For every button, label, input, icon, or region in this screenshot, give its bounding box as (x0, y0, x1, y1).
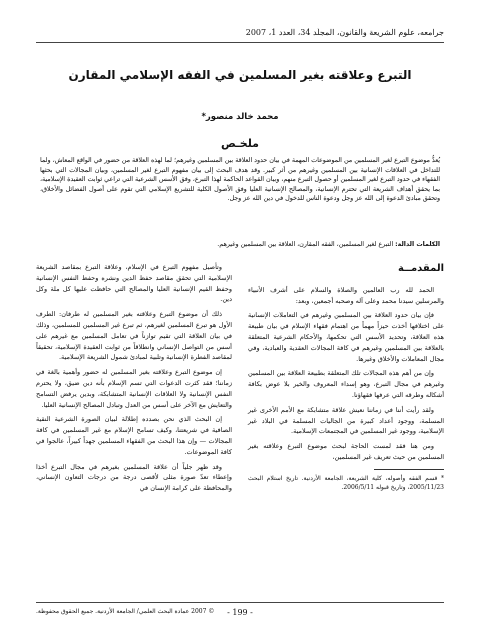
author-name: محمد خالد منصور* (201, 112, 279, 122)
body-paragraph: فإن بيان حدود العلاقة بين المسلمين وغيرهم في التعاملات الإنسانية على اختلافها أخذت حيزاً مهماً من اهتمام فقهاء الإسلام في بيان طبيعة هذه العلاقة، وتحديد الأسس التي تحكمها، والأحكام الشرعية المتعلقة بالعلاقة بين المسلمين وغيرهم في كافة المجالات العقدية والعبادية، وفي مجال المعاملات والأخلاق وغيرها. (248, 311, 444, 363)
keywords-text: التبرع لغير المسلمين، الفقه المقارن، العلاقة بين المسلمين وغيرهم. (217, 241, 394, 248)
body-paragraph: إن البحث الذي نحن بصدده إطلالة لبيان الصورة الشرعية النقية الصافية في شريعتنا، وكيف تسامح الإسلام مع غير المسلمين في كافة المجالات — وإن هذا البحث من الفقهاء المسلمين جهداً كبيراً، عالجوا في كافة الموضوعات. (36, 415, 232, 456)
body-paragraph: إن موضوع التبرع وعلاقته بغير المسلمين له حضور وأهمية بالغة في زماننا؛ فقد كثرت الدعوات التي تسم الإسلام بأنه دين ضيق، ولا يحترم النفس الإنسانية ولا العلاقات الإنسانية المتشابكة، وبدين يرفض التسامح والتعايش مع الآخر على أسس من العدل وتبادل المصالح الإنسانية العليا. (36, 368, 232, 409)
body-paragraph: وقد ظهر جلياً أن علاقة المسلمين بغيرهم في مجال التبرع أخذا وإعطاء تعدّ صورة مثلى لأقصى درجة من درجات التعاون الإنساني، والمحافظة على كرامة الإنسان في (36, 462, 232, 493)
footnote: * قسم الفقه وأصوله، كلية الشريعة، الجامعة الأردنية. تاريخ استلام البحث 2005/11/23، وتاريخ قبوله 2006/5/11. (248, 474, 444, 491)
keywords-line (40, 240, 440, 249)
body-paragraph: ومن هنا فقد لمست الحاجة لبحث موضوع التبرع وعلاقته بغير المسلمين من حيث تعريف غير المسلمين، (248, 442, 444, 461)
page-number: - 199 - (227, 608, 253, 617)
paper-title: التبرع وعلاقته بغير المسلمين في الفقه الإسلامي المقارن (68, 68, 412, 82)
footnote-rule (374, 469, 444, 470)
footer-rule (36, 602, 444, 603)
abstract-text: يُعدُّ موضوع التبرع لغير المسلمين من الموضوعات المهمة في بيان حدود العلاقة بين المسلمين وغيرهم؛ لما لهذه العلاقة من حضور في الواقع المعاش، ولما للتداخل في العلاقات الإنسانية بين المسلمين وغيرهم من أثر كبير. وقد هدف البحث إلى بيان مفهوم التبرع لغير المسلمين، وبيان المجالات التي بحثها الفقهاء في حدود التبرع لغير المسلمين أو حصول التبرع منهم، وبيان القواعد الحاكمة لهذا التبرع، وفق الأسس الشرعية التي تراعي ثوابت العقيدة الإسلامية، بما يحقق أهداف الشريعة التي تحترم الإنسانية، والمصالح الإنسانية العليا وفق الأصول الكلية للتشريع الإسلامي التي تقوم على أصول الفضائل والأخلاق، وتحقق مبادئ الدعوة إلى الله عز وجل ودعوة الناس للدخول في دين الله عز وجل. (40, 157, 440, 202)
introduction-heading: المقدمــة (398, 263, 444, 274)
body-paragraph: ولقد رأيت أننا في زماننا نعيش علاقة متشابكة مع الأمم الأخرى غير المسلمة، ووجود أعداد كبيرة من الجاليات المسلمة في البلاد غير الإسلامية، ووجود غير المسلمين في المجتمعات الإسلامية. (248, 405, 444, 436)
copyright-notice: © 2007 عمادة البحث العلمي/ الجامعة الأردنية. جميع الحقوق محفوظة. (36, 608, 215, 615)
body-paragraph: وتأصيل مفهوم التبرع في الإسلام، وعلاقة التبرع بمقاصد الشريعة الإسلامية التي تحقق مقاصد حفظ الدين ونشره وحفظ النفس الإنسانية وحفظ القيم الإنسانية العليا والمصالح التي حافظت عليها كل ملة وكل دين. (36, 263, 232, 304)
body-paragraph: وإن من أهم هذه المجالات تلك المتعلقة بطبيعة العلاقة بين المسلمين وغيرهم في مجال التبرع، وهو إسداء المعروف والخير بلا عوض بكافة أشكاله وطرقه التي عرفها فقهاؤنا. (248, 369, 444, 399)
left-column (36, 262, 232, 498)
right-column (248, 262, 444, 496)
running-head: جرامعه، علوم الشريعة والقانون، المجلّد 34، العدد 1، 2007 (245, 28, 444, 37)
header-rule (36, 42, 444, 43)
keywords-label: الكلمات الدالة: (395, 241, 440, 248)
abstract-heading: ملخـص (221, 137, 259, 150)
body-paragraph: الحمد لله رب العالمين والصلاة والسلام على أشرف الأنبياء والمرسلين سيدنا محمد وعلى آله وصحبه أجمعين، وبعد: (248, 285, 444, 305)
body-paragraph: ذلك أن موضوع التبرع وعلاقته بغير المسلمين له طرفان: الطرف الأول هو تبرع المسلمين لغيرهم، ثم تبرع غير المسلمين للمسلمين، وذلك في بيان العلاقة التي تقيم توازناً في تعامل المسلمين مع غيرهم على أسس من التواصل الإنساني وانطلاقاً من ثوابت العقيدة الإسلامية، تحقيقاً لمقاصد الفطرة الإنسانية وتلبية لمبادئ شمول الشريعة الإسلامية. (36, 310, 232, 362)
